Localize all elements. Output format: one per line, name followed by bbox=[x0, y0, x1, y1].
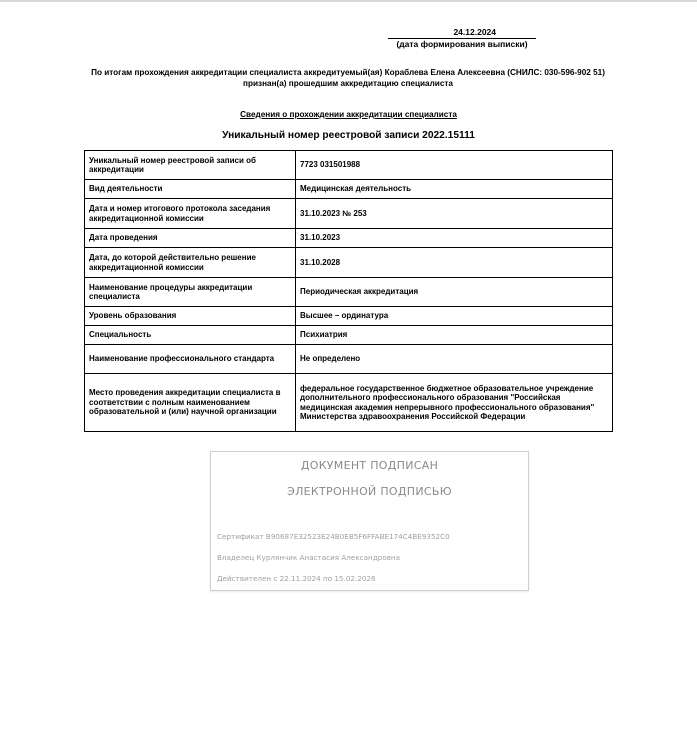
row-value: Периодическая аккредитация bbox=[296, 278, 613, 307]
row-label: Место проведения аккредитации специалиста в соответствии с полным наименованием образовательной и (или) научной организации bbox=[85, 374, 296, 432]
row-label: Дата, до которой действительно решение аккредитационной комиссии bbox=[85, 248, 296, 278]
row-label: Специальность bbox=[85, 326, 296, 345]
row-label: Вид деятельности bbox=[85, 180, 296, 199]
section-title: Сведения о прохождении аккредитации специалиста bbox=[240, 110, 457, 119]
row-label: Дата и номер итогового протокола заседания аккредитационной комиссии bbox=[85, 199, 296, 229]
row-value: 7723 031501988 bbox=[296, 151, 613, 180]
extract-date: 24.12.2024 bbox=[388, 27, 536, 39]
extract-date-block bbox=[388, 27, 536, 50]
table-row bbox=[85, 199, 613, 229]
table-row bbox=[85, 374, 613, 432]
row-value: 31.10.2023 bbox=[296, 229, 613, 248]
accreditation-table bbox=[84, 150, 613, 432]
row-label: Наименование профессионального стандарта bbox=[85, 345, 296, 374]
row-label: Уровень образования bbox=[85, 307, 296, 326]
row-value: 31.10.2023 № 253 bbox=[296, 199, 613, 229]
signature-owner: Владелец Курлянчик Анастасия Александровна bbox=[217, 553, 400, 562]
table-row bbox=[85, 229, 613, 248]
row-value: Не определено bbox=[296, 345, 613, 374]
signature-heading-1: ДОКУМЕНТ ПОДПИСАН bbox=[300, 459, 439, 472]
row-label: Дата проведения bbox=[85, 229, 296, 248]
signature-certificate: Сертификат B90687E32523E24B0EB5F6FFABE174C4BE9352C0 bbox=[217, 532, 450, 541]
row-label: Уникальный номер реестровой записи об аккредитации bbox=[85, 151, 296, 180]
signature-heading-2: ЭЛЕКТРОННОЙ ПОДПИСЬЮ bbox=[287, 485, 452, 498]
intro-text: По итогам прохождения аккредитации специалиста аккредитуемый(ая) Кораблева Елена Алексеевна (СНИЛС: 030-596-902 51) признан(а) прошедшим аккредитацию специалиста bbox=[91, 68, 605, 88]
row-value: Медицинская деятельность bbox=[296, 180, 613, 199]
table-row bbox=[85, 180, 613, 199]
table-row bbox=[85, 151, 613, 180]
row-value: Психиатрия bbox=[296, 326, 613, 345]
row-value: Высшее – ординатура bbox=[296, 307, 613, 326]
table-row bbox=[85, 326, 613, 345]
extract-date-caption: (дата формирования выписки) bbox=[396, 39, 528, 49]
table-row bbox=[85, 307, 613, 326]
electronic-signature-stamp bbox=[210, 451, 529, 591]
row-value: 31.10.2028 bbox=[296, 248, 613, 278]
table-row bbox=[85, 248, 613, 278]
table-row bbox=[85, 345, 613, 374]
signature-validity: Действителен с 22.11.2024 по 15.02.2026 bbox=[217, 574, 376, 583]
row-label: Наименование процедуры аккредитации специалиста bbox=[85, 278, 296, 307]
row-value: федеральное государственное бюджетное образовательное учреждение дополнительного профессионального образования "Российская медицинская академия непрерывного профессионального образования" Министерства здравоохранения Российской Федерации bbox=[296, 374, 613, 432]
document-title: Уникальный номер реестровой записи 2022.15111 bbox=[222, 130, 475, 141]
top-divider bbox=[0, 0, 697, 2]
table-row bbox=[85, 278, 613, 307]
